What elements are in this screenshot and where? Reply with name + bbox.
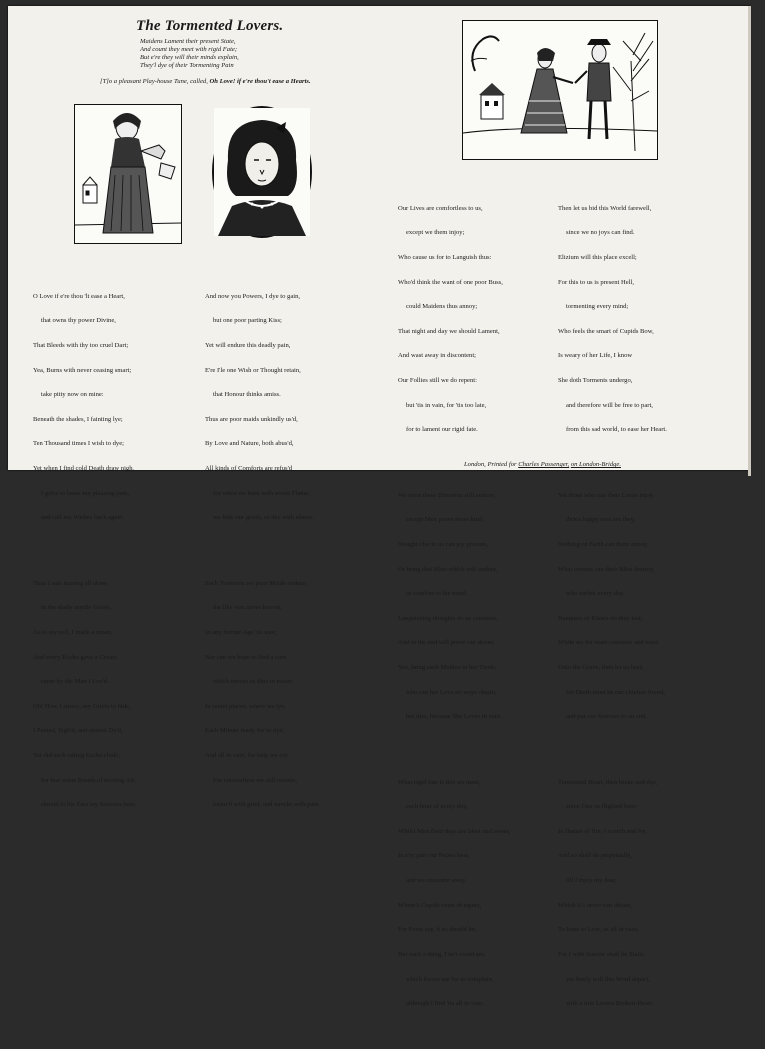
- verse-line: but 'tis in vain, for 'tis too late,: [406, 401, 487, 409]
- verse-line: Is weary of her Life, I know: [558, 352, 633, 360]
- verse-line: which moves us thus to moan:: [213, 678, 294, 686]
- verse-line: the like was never known,: [213, 604, 283, 612]
- verse-line: In e'ry part our Pulses beat,: [398, 852, 470, 860]
- verse-line: E're I'le one Wish or Thought retain,: [205, 366, 301, 374]
- verse-line: That night and day we should Lament,: [398, 327, 500, 335]
- verse-line: Thus are poor maids unkindly us'd,: [205, 415, 298, 423]
- verse-line: as comfort to the mind.: [406, 590, 468, 598]
- verse-line: Unto the Grave, then let us hast;: [558, 663, 644, 671]
- verse-line: Which if I never can obtain,: [558, 901, 632, 909]
- stanza: [558, 188, 667, 451]
- verse-line: That Bleeds with thy too cruel Dart;: [33, 342, 129, 350]
- verse-line: for fear some Breath of moving Air,: [41, 776, 136, 784]
- verse-line: Tormented Heart, then brake and dye,: [558, 778, 658, 786]
- verse-line: For comfortless we still remain,: [213, 776, 298, 784]
- verse-column-4: [558, 172, 667, 1049]
- verse-line: who can her Love no ways obtain,: [406, 688, 497, 696]
- verse-line: I grive to loose my pleasing pain,: [41, 489, 130, 497]
- verse-line: Ten Thousand times I wish to dye;: [33, 440, 124, 448]
- tune-line: [100, 78, 311, 85]
- verse-line: But such a thing, I ne'r could see,: [398, 950, 486, 958]
- verse-line: Yea, Burns with never ceasing smart;: [33, 366, 132, 374]
- verse-line: Where's Cupids court of equity,: [398, 901, 482, 909]
- verse-line: and put our Sorrows to an end.: [566, 713, 648, 721]
- verse-line: Or bring that Bliss which will endure,: [398, 565, 498, 573]
- verse-column-2: [205, 260, 320, 850]
- tune-prefix: [T]o a pleasant Play-house Tune, called,: [100, 78, 208, 85]
- verse-line: And wast away in discontent;: [398, 352, 477, 360]
- verse-line: take pitty now on mine:: [41, 391, 104, 399]
- verse-column-3: [398, 172, 510, 1049]
- broadside-sheet: [8, 6, 750, 1008]
- woodcut-courting-couple: [462, 20, 658, 160]
- verse-line: which forces me for to complain,: [406, 975, 494, 983]
- verse-line: thrice happy sure are they,: [566, 516, 636, 524]
- verse-line: tormenting every mind;: [566, 303, 629, 311]
- verse-line: Who feels the smart of Cupids Bow,: [558, 327, 654, 335]
- verse-line: Nought else to us can joy procure,: [398, 540, 489, 548]
- verse-line: and we consume away.: [406, 877, 467, 885]
- scan-edge: [748, 6, 751, 476]
- verse-line: till I injoy my dear,: [566, 877, 617, 885]
- subtitle-line: But e're they will their minds explain,: [140, 54, 239, 61]
- ballad-subtitle: [140, 38, 239, 70]
- verse-line: Yet will endure this deadly pain,: [205, 342, 291, 350]
- verse-line: and therefore will be free to part,: [566, 401, 653, 409]
- verse-line: All kinds of Comforts are refus'd: [205, 465, 293, 473]
- verse-line: Nor can we hope to find a cure: [205, 653, 287, 661]
- verse-line: She doth Torments undergo,: [558, 377, 633, 385]
- verse-line: came by the Man I Lov'd.: [41, 678, 109, 686]
- verse-line: For I with Sorrow shall be Slain;: [558, 950, 645, 958]
- woodcut-lady-with-fan: [74, 104, 182, 244]
- stanza: [558, 475, 667, 738]
- verse-line: with a true Lovers Broken-Heart.: [566, 1000, 654, 1008]
- verse-line: that owns thy power Divine,: [41, 317, 116, 325]
- verse-line: Yea, bring each Maiden to her Tomb;: [398, 663, 497, 671]
- verse-line: each hour of every day,: [406, 803, 468, 811]
- verse-line: And so shall do perpetually,: [558, 852, 632, 860]
- stanza: [558, 762, 667, 1025]
- verse-line: except we them injoy;: [406, 229, 465, 237]
- verse-line: Who'd think the want of one poor Buss,: [398, 278, 503, 286]
- verse-line: In secret places, where we lye,: [205, 702, 286, 710]
- verse-line: Each Minute ready for to dye;: [205, 727, 285, 735]
- verse-line: What crosses can their Bliss destroy,: [558, 565, 655, 573]
- verse-line: Yet those who can their Loves injoy,: [558, 491, 655, 499]
- portrait-bust-icon: [214, 108, 310, 236]
- verse-line: I Panted, Sigh'd, and almost Dy'd,: [33, 727, 123, 735]
- verse-line: In flames of fire, I scorch and fry,: [558, 827, 647, 835]
- verse-line: for Death must be our chiefest friend,: [566, 688, 666, 696]
- stanza: [398, 475, 510, 738]
- stanza: [205, 563, 320, 826]
- subtitle-line: Maidens Lament their present State,: [140, 38, 236, 45]
- tune-name: Oh Love! if e're thou't ease a Hearts.: [209, 78, 311, 85]
- imprint-publisher: Charles Passenger,: [518, 461, 570, 468]
- verse-line: for to lament our rigid fate.: [406, 426, 478, 434]
- verse-line: but dies, because She Loves in vain.: [406, 713, 502, 721]
- verse-line: tortur'd with grief, and wreckt with pain.: [213, 801, 321, 809]
- verse-line: Banquets of Kisses do they tast;: [558, 614, 643, 622]
- verse-line: Such Torments we poor Maids endure;: [205, 579, 308, 587]
- woodcut-portrait-oval: [212, 106, 312, 238]
- printer-imprint: [464, 461, 621, 468]
- verse-line: we hide our griefs, or dye with shame.: [213, 514, 315, 522]
- verse-line: We must these Torments still endure,: [398, 491, 496, 499]
- verse-line: For Poets say, it so should be;: [398, 926, 477, 934]
- verse-line: Nothing on Earth can them annoy;: [558, 540, 650, 548]
- verse-line: from this sad world, to ease her Heart.: [566, 426, 667, 434]
- verse-line: Languishing thoughts do us consume,: [398, 614, 498, 622]
- woman-figure-icon: [75, 105, 181, 243]
- verse-line: that Honour thinks amiss.: [213, 391, 281, 399]
- verse-line: For this to us is present Hell,: [558, 278, 635, 286]
- verse-line: and call my Wishes back again.: [41, 514, 125, 522]
- verse-line: although I find 'tis all in vain.: [406, 1000, 484, 1008]
- verse-line: since we no joys can find.: [566, 229, 635, 237]
- verse-line: yet freely will this Word depart,: [566, 975, 650, 983]
- verse-line: Yet when I find cold Death draw nigh,: [33, 465, 135, 473]
- verse-line: should to his Ears my Sorrows bear.: [41, 801, 137, 809]
- verse-line: Whilst Men their days are blest and sweet,: [398, 827, 511, 835]
- verse-line: Oh! How I strove, my Griefs to hide,: [33, 702, 131, 710]
- verse-line: Our Lives are comfortless to us,: [398, 204, 483, 212]
- stanza: [205, 276, 320, 539]
- verse-line: What rigid fate is this we meet,: [398, 778, 481, 786]
- couple-scene-icon: [463, 21, 657, 159]
- verse-line: While we for want consume and wast:: [558, 639, 660, 647]
- verse-line: Elizium will this place excell;: [558, 254, 637, 262]
- verse-line: but one poor parting Kiss;: [213, 317, 282, 325]
- verse-line: To hope to Live, as all in vain;: [558, 926, 639, 934]
- verse-line: could Maidens thus annoy;: [406, 303, 478, 311]
- ballad-title: The Tormented Lovers.: [136, 18, 284, 34]
- verse-line: As to my self, I made a moan,: [33, 628, 113, 636]
- verse-line: In any former Age 'tis sure,: [205, 628, 277, 636]
- verse-line: except Men prove more kind;: [406, 516, 485, 524]
- stanza: [398, 188, 510, 451]
- verse-line: And in the end will prove our doom;: [398, 639, 495, 647]
- subtitle-line: They'l dye of their Tormenting Pain: [140, 62, 234, 69]
- verse-line: Our Follies still we do repent:: [398, 377, 477, 385]
- verse-line: Yet did each tatling Eccho chide;: [33, 751, 121, 759]
- verse-line: since I'me so flighted here;: [566, 803, 638, 811]
- verse-line: By Love and Nature, both abus'd,: [205, 440, 294, 448]
- stanza: [33, 563, 136, 826]
- verse-line: Then let us bid this World farewell,: [558, 204, 652, 212]
- subtitle-line: And count they meet with rigid Fate;: [140, 46, 238, 53]
- verse-line: And all in vain, for help we cry.: [205, 751, 289, 759]
- verse-line: in the shady myrtle Grove,: [41, 604, 112, 612]
- imprint-place: on London-Bridge.: [570, 461, 621, 468]
- imprint-prefix: London, Printed for: [464, 461, 517, 468]
- verse-line: Thus I sate musing all alone,: [33, 579, 109, 587]
- verse-line: Beneath the shades, I fainting lye;: [33, 415, 123, 423]
- verse-column-1: [33, 260, 136, 850]
- verse-line: who surfeit every day.: [566, 590, 625, 598]
- verse-line: And every Eccho gave a Groan;: [33, 653, 118, 661]
- verse-line: Who cause us for to Languish thus:: [398, 254, 492, 262]
- verse-line: O Love if e're thou 'lt ease a Heart,: [33, 292, 125, 300]
- verse-line: for when we burn with secret Flame,: [213, 489, 310, 497]
- verse-line: And now you Powers, I dye to gain,: [205, 292, 301, 300]
- stanza: [398, 762, 510, 1025]
- stanza: [33, 276, 136, 539]
